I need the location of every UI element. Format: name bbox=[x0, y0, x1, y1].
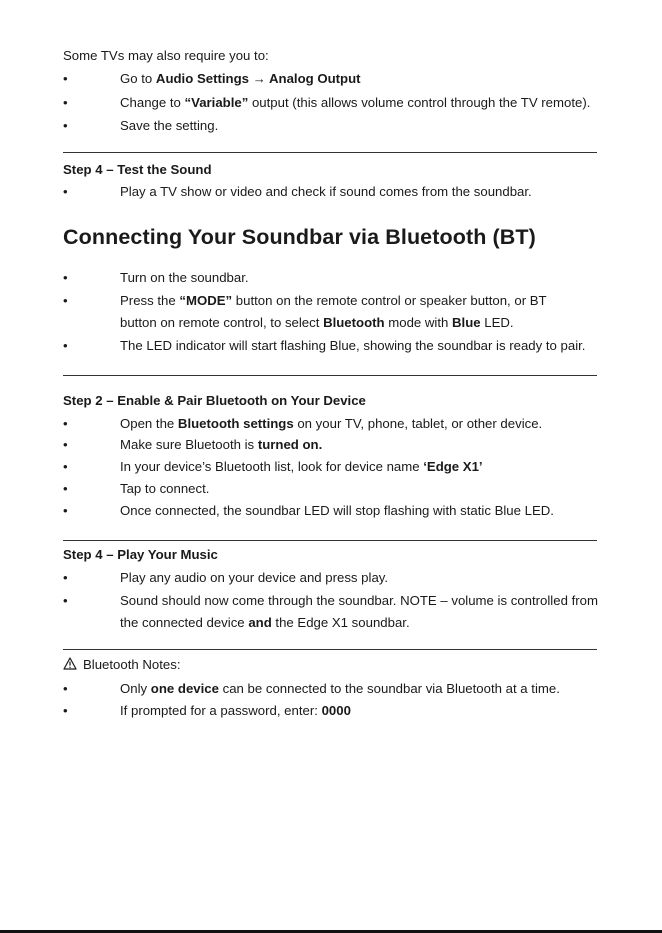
warning-icon bbox=[63, 657, 77, 670]
bullet-icon: • bbox=[63, 416, 68, 431]
list-item: Once connected, the soundbar LED will stop flashing with static Blue LED. bbox=[120, 503, 554, 518]
bullet-icon: • bbox=[63, 593, 68, 608]
bullet-icon: • bbox=[63, 95, 68, 110]
notes-header bbox=[63, 657, 181, 672]
section-title: Step 4 – Test the Sound bbox=[63, 162, 212, 177]
list-item: Turn on the soundbar. bbox=[120, 270, 249, 285]
list-item: Go to Audio Settings → Analog Output bbox=[120, 71, 361, 86]
list-item: Open the Bluetooth settings on your TV, phone, tablet, or other device. bbox=[120, 416, 543, 431]
list-item: Sound should now come through the soundbar. NOTE – volume is controlled from bbox=[120, 593, 598, 608]
list-item: The LED indicator will start flashing Blue, showing the soundbar is ready to pair. bbox=[120, 338, 586, 353]
list-item: Save the setting. bbox=[120, 118, 219, 133]
list-item: Play any audio on your device and press play. bbox=[120, 570, 389, 585]
section-title: Step 2 – Enable & Pair Bluetooth on Your Device bbox=[63, 393, 366, 408]
divider bbox=[63, 152, 597, 153]
list-item: Press the “MODE” button on the remote control or speaker button, or BT bbox=[120, 293, 547, 308]
section-title: Step 4 – Play Your Music bbox=[63, 547, 218, 562]
list-item: If prompted for a password, enter: 0000 bbox=[120, 703, 351, 718]
bullet-icon: • bbox=[63, 459, 68, 474]
bullet-icon: • bbox=[63, 270, 68, 285]
list-item: Only one device can be connected to the soundbar via Bluetooth at a time. bbox=[120, 681, 560, 696]
list-item-continuation: button on remote control, to select Bluetooth mode with Blue LED. bbox=[120, 315, 514, 330]
divider bbox=[63, 649, 597, 650]
list-item: Play a TV show or video and check if sound comes from the soundbar. bbox=[120, 184, 532, 199]
divider bbox=[63, 540, 597, 541]
list-item: Change to “Variable” output (this allows volume control through the TV remote). bbox=[120, 95, 591, 110]
bullet-icon: • bbox=[63, 481, 68, 496]
list-item: Make sure Bluetooth is turned on. bbox=[120, 437, 323, 452]
bullet-icon: • bbox=[63, 503, 68, 518]
list-item: Tap to connect. bbox=[120, 481, 210, 496]
bullet-icon: • bbox=[63, 681, 68, 696]
divider bbox=[63, 375, 597, 376]
bullet-icon: • bbox=[63, 703, 68, 718]
bullet-icon: • bbox=[63, 118, 68, 133]
bullet-icon: • bbox=[63, 184, 68, 199]
bullet-icon: • bbox=[63, 437, 68, 452]
list-item-continuation: the connected device and the Edge X1 soundbar. bbox=[120, 615, 410, 630]
bullet-icon: • bbox=[63, 71, 68, 86]
bullet-icon: • bbox=[63, 570, 68, 585]
intro-text: Some TVs may also require you to: bbox=[63, 48, 269, 63]
page-heading: Connecting Your Soundbar via Bluetooth (BT) bbox=[63, 225, 536, 249]
list-item: In your device’s Bluetooth list, look for device name ‘Edge X1’ bbox=[120, 459, 483, 474]
bullet-icon: • bbox=[63, 293, 68, 308]
notes-title: Bluetooth Notes: bbox=[83, 657, 181, 672]
bullet-icon: • bbox=[63, 338, 68, 353]
